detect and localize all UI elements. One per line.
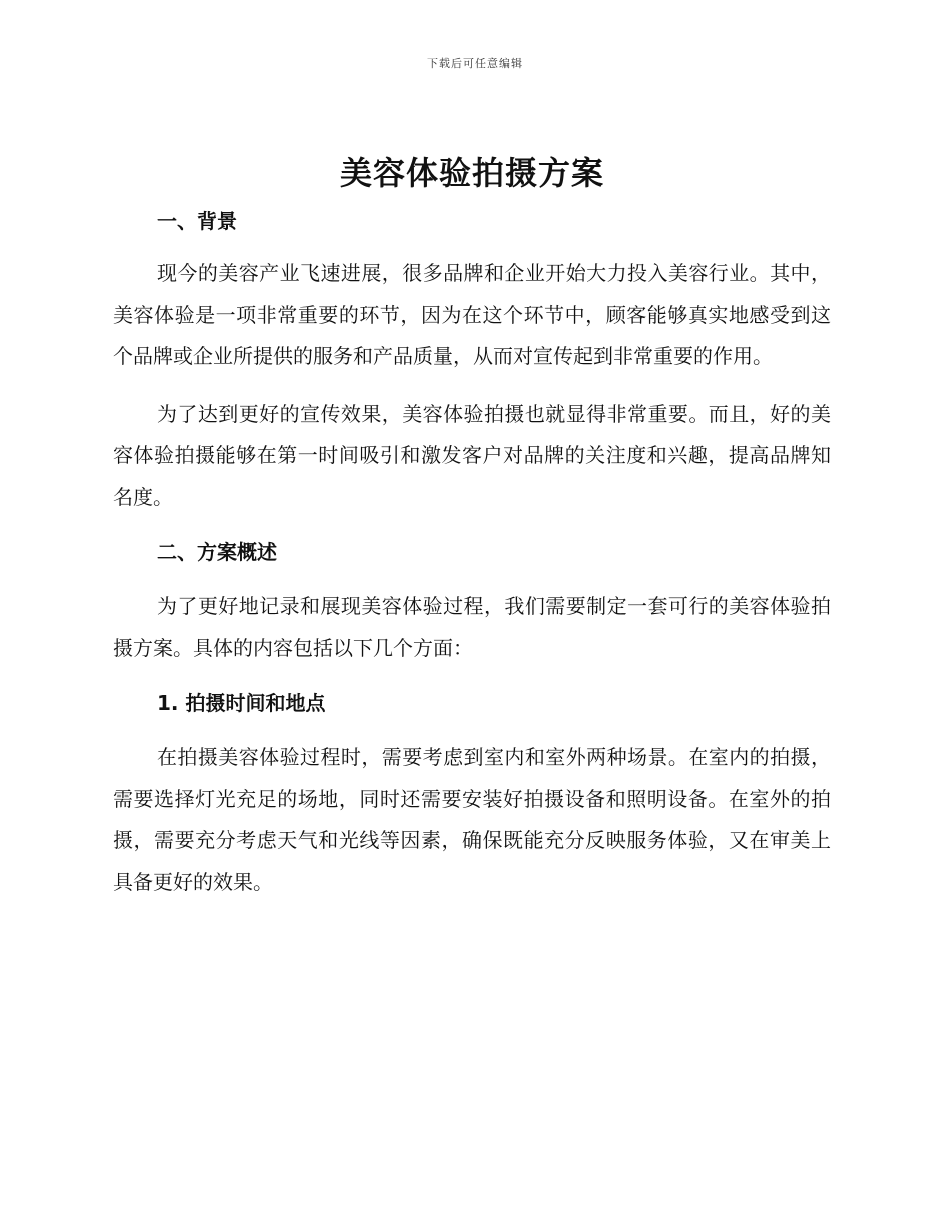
- document-body: [113, 145, 831, 903]
- spacer: [113, 669, 831, 683]
- paragraph-background-1: 现今的美容产业飞速进展，很多品牌和企业开始大力投入美容行业。其中，美容体验是一项非常重要的环节，因为在这个环节中，顾客能够真实地感受到这个品牌或企业所提供的服务和产品质量，从而对宣传起到非常重要的作用。: [113, 261, 831, 368]
- spacer: [113, 723, 831, 737]
- paragraph-overview-1: 为了更好地记录和展现美容体验过程，我们需要制定一套可行的美容体验拍摄方案。具体的内容包括以下几个方面：: [113, 594, 831, 660]
- document-title: 美容体验拍摄方案: [339, 154, 604, 192]
- section-heading-background: 一、背景: [157, 209, 237, 233]
- paragraph-time-location-1: 在拍摄美容体验过程时，需要考虑到室内和室外两种场景。在室内的拍摄，需要选择灯光充足的场地，同时还需要安装好拍摄设备和照明设备。在室外的拍摄，需要充分考虑天气和光线等因素，确保既能充分反映服务体验，又在审美上具备更好的效果。: [113, 745, 831, 894]
- spacer: [113, 518, 831, 532]
- spacer: [113, 572, 831, 586]
- page-header-note: 下载后可任意编辑: [427, 57, 523, 70]
- spacer: [113, 241, 831, 253]
- paragraph-background-2: 为了达到更好的宣传效果，美容体验拍摄也就显得非常重要。而且，好的美容体验拍摄能够在第一时间吸引和激发客户对品牌的关注度和兴趣，提高品牌知名度。: [113, 401, 831, 509]
- subsection-heading-time-location: 1. 拍摄时间和地点: [157, 691, 326, 715]
- spacer: [113, 378, 831, 394]
- section-heading-overview: 二、方案概述: [157, 540, 277, 564]
